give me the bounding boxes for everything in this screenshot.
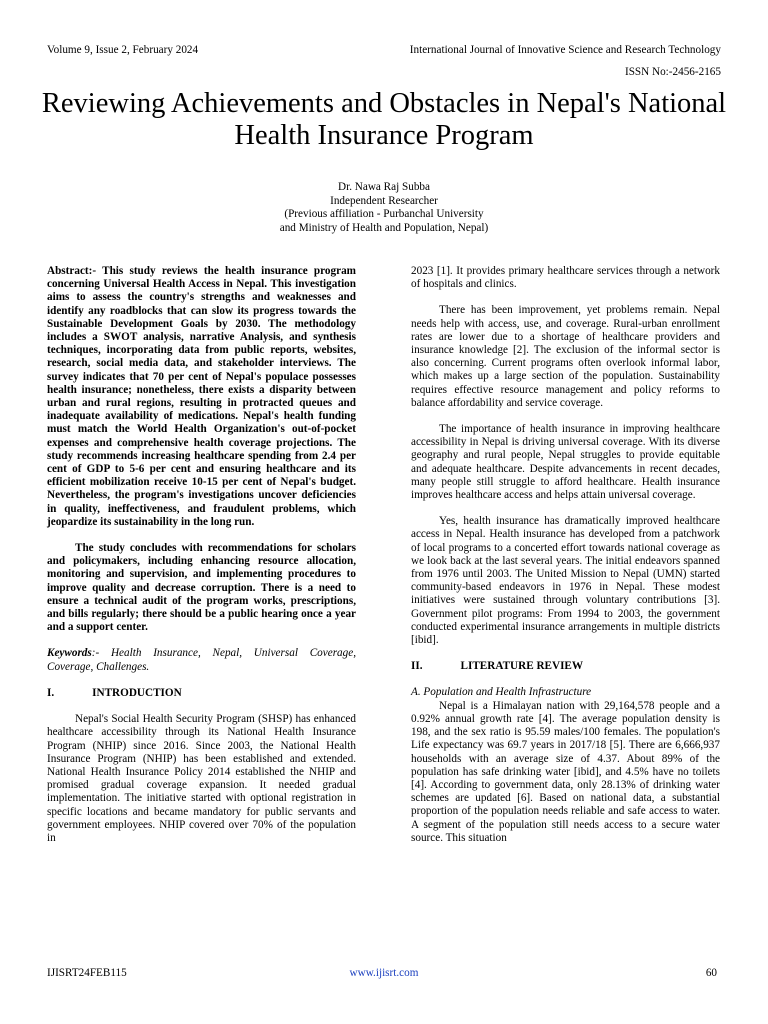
page-number: 60 — [705, 967, 717, 979]
author-name: Dr. Nawa Raj Subba — [338, 181, 430, 193]
keywords-text: :- Health Insurance, Nepal, Universal Coverage, Coverage, Challenges. — [47, 647, 356, 673]
keywords — [47, 647, 356, 673]
journal-url-link[interactable]: www.ijisrt.com — [349, 967, 419, 979]
footer-link-wrapper — [0, 967, 768, 979]
section-title: LITERATURE REVIEW — [460, 660, 584, 673]
issn: ISSN No:-2456-2165 — [624, 66, 721, 78]
author-role: Independent Researcher — [330, 194, 438, 207]
section-number: I. — [47, 686, 55, 699]
intro-paragraph-1: Nepal's Social Health Security Program (SHSP) has enhanced healthcare accessibility through its National Health Insurance Program (NHIP) since 2016. Since 2003, the National Health Insurance Program (NHIP) has been established and extended. National Health Insurance Policy 2014 established the NHIP and promised gradual coverage expansion. It needed gradual implementation. The initiative started with optional registration in specific locations and became mandatory for public servants and government employees. NHIP covered over 70% of the population in — [47, 713, 356, 844]
section-heading-introduction — [47, 687, 356, 700]
abstract-paragraph-1: Abstract:- This study reviews the health insurance program concerning Universal Health Access in Nepal. This investigation aims to assess the country's strengths and weaknesses and identify any roadblocks that can slow its progress towards the Sustainable Development Goals by 2030. The methodology includes a SWOT analysis, narrative Analysis, and synthesis techniques, incorporating data from public reports, websites, research, social media data, and stakeholder interviews. The survey indicates that 70 per cent of Nepal's populace possesses health insurance; nonetheless, there exists a disparity between urban and rural regions, resulting in protracted queues and inadequate availability of medications. Nepal's health funding must match the World Health Organization's out-of-pocket expenses and comprehensive health coverage projections. The study recommends increasing healthcare spending from 2.4 per cent of GDP to 5-6 per cent and ensuring healthcare and its efficient mobilization receive 10-15 per cent of Nepal's budget. Nevertheless, the program's investigations uncover deficiencies in quality, ineffectiveness, and fraudulent problems, which jeopardize its sustainability in the long run. — [47, 265, 356, 528]
section-heading-literature-review — [411, 660, 720, 673]
right-column — [411, 265, 720, 845]
section-title: INTRODUCTION — [92, 686, 182, 699]
paper-title: Reviewing Achievements and Obstacles in Nepal's National Health Insurance Program — [41, 88, 727, 151]
intro-paragraph-4: Yes, health insurance has dramatically improved healthcare access in Nepal. Health insurance has developed from a patchwork of local programs to a concerted effort towards national coverage as we look back at the last several years. The initial endeavors spanned from 1976 until 2003. The United Mission to Nepal (UMN) started community-based endeavors in 1976 in Nepal. These modest initiatives were sustained through voluntary contributions [3]. Government pilot programs: From 1994 to 2003, the government conducted experimental insurance arrangements in multiple districts [ibid]. — [411, 515, 720, 647]
subsection-heading: A. Population and Health Infrastructure — [411, 686, 592, 699]
literature-paragraph-1: Nepal is a Himalayan nation with 29,164,578 people and a 0.92% annual growth rate [4]. The average population density is 198, and the sex ratio is 95.59 males/100 females. The population's Life expectancy was 69.7 years in 2017/18 [5]. There are 6,666,937 households with an average size of 4.37. About 89% of the population has safe drinking water [ibid], and 4.5% have no toilets [4]. According to government data, only 28.13% of drinking water schemes are updated [6]. Based on national data, a substantial proportion of the population needs reliable and safe access to water. A segment of the population still needs access to a secure water source. This situation — [411, 699, 720, 844]
keywords-label: Keywords — [47, 647, 92, 660]
intro-paragraph-2: There has been improvement, yet problems remain. Nepal needs help with access, use, and coverage. Rural-urban enrollment rates are lower due to a shortage of healthcare providers and insurance knowledge [2]. The exclusion of the informal sector is also concerning. Current programs often overlook informal labor, which makes up a large section of the population. Sustainability requires effective resource management and policy reforms to balance affordability and service coverage. — [411, 304, 720, 409]
journal-name: International Journal of Innovative Science and Research Technology — [409, 44, 721, 56]
author-affiliation-2: and Ministry of Health and Population, Nepal) — [279, 221, 489, 234]
intro-continued: 2023 [1]. It provides primary healthcare services through a network of hospitals and clinics. — [411, 265, 720, 291]
left-column — [47, 265, 356, 845]
abstract-paragraph-2: The study concludes with recommendations for scholars and policymakers, including enhancing resource allocation, monitoring and supervision, and implementing procedures to improve quality and decrease corruption. There is a need to ensure a technical audit of the program works, prescriptions, and bills regularly; there should be a public hearing once a year and a support center. — [47, 542, 356, 634]
intro-paragraph-3: The importance of health insurance in improving healthcare accessibility in Nepal is driving universal coverage. With its diverse geography and rural people, Nepal struggles to provide equitable and adequate healthcare. Despite advancements in recent decades, many people still struggle to afford healthcare. Health insurance improves healthcare access and helps attain universal coverage. — [411, 423, 720, 502]
paper-code: IJISRT24FEB115 — [47, 967, 127, 979]
author-affiliation-1: (Previous affiliation - Purbanchal University — [284, 208, 484, 221]
section-number: II. — [411, 660, 423, 673]
author-block — [160, 181, 608, 235]
volume-issue: Volume 9, Issue 2, February 2024 — [47, 44, 199, 56]
